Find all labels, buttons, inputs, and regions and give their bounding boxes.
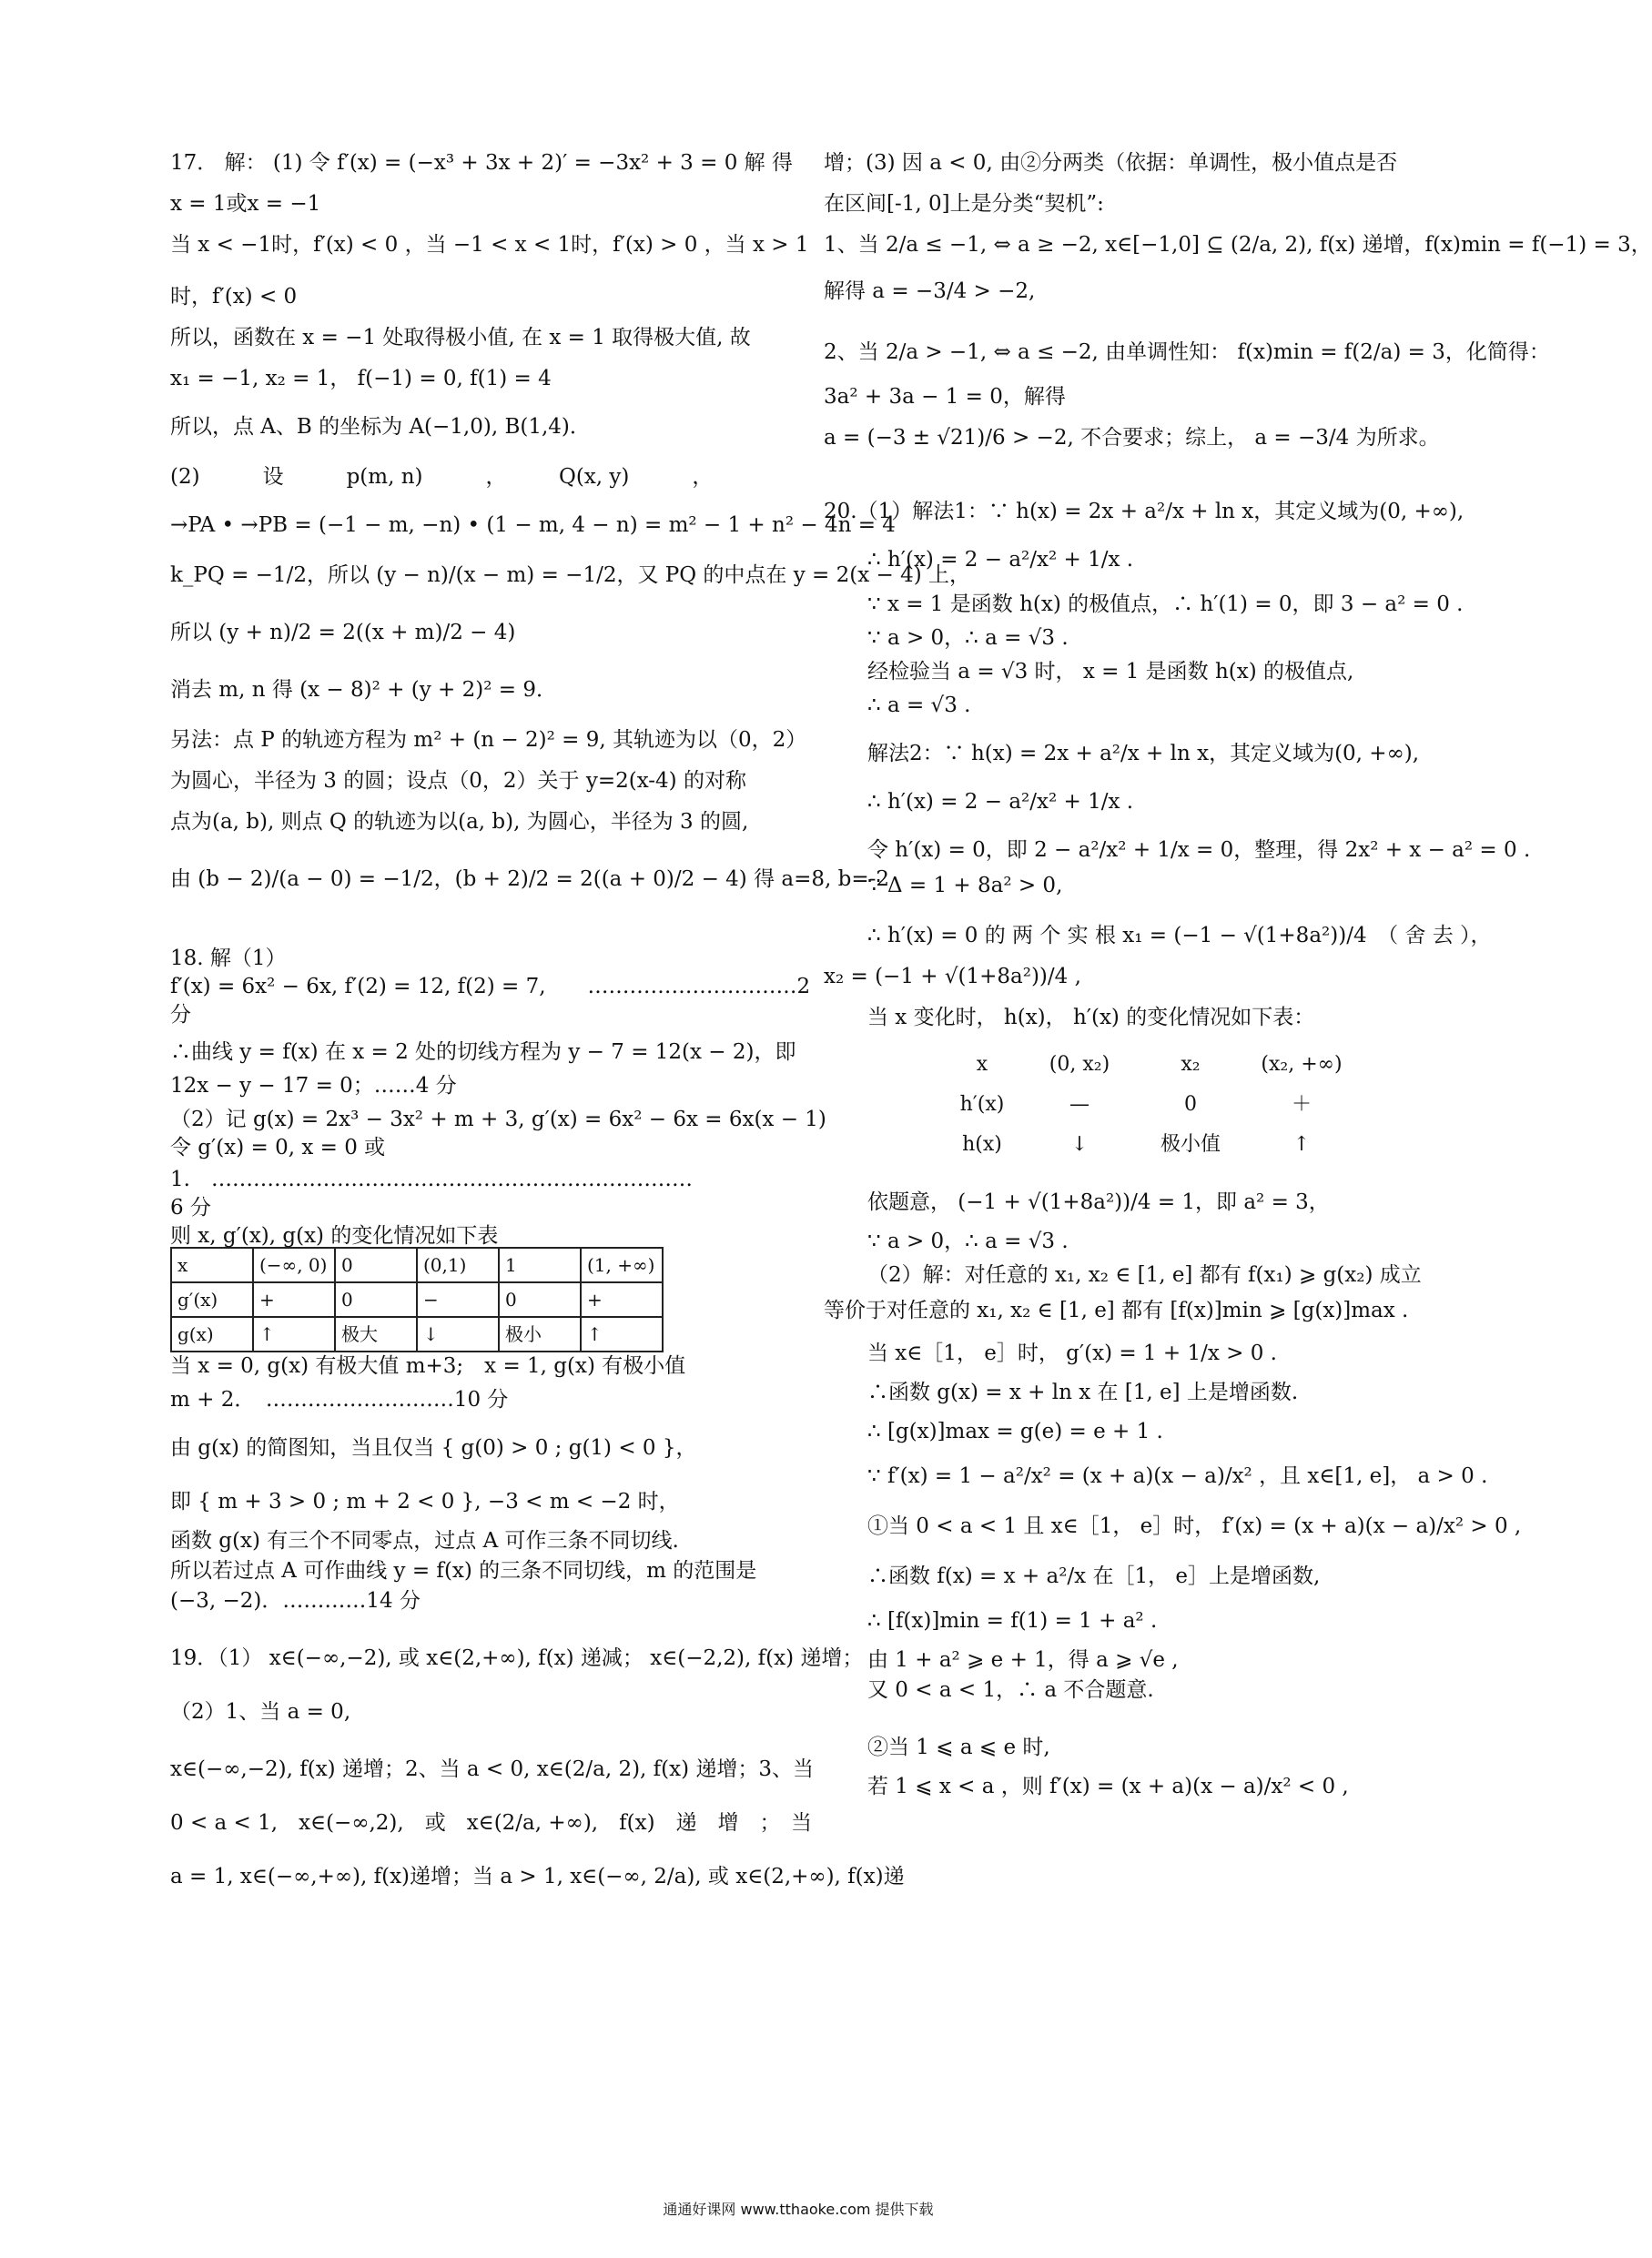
text-line: 当 x = 0, g(x) 有极大值 m+3; x = 1, g(x) 有极小值	[170, 1354, 686, 1378]
table-cell: ↓	[1070, 1133, 1089, 1156]
table-cell: ↑	[1292, 1133, 1311, 1156]
text-line: x₁ = −1, x₂ = 1， f(−1) = 0, f(1) = 4	[170, 367, 552, 390]
table-cell: 0	[335, 1248, 417, 1282]
text-line: 即 { m + 3 > 0 ; m + 2 < 0 }, −3 < m < −2 时，	[170, 1490, 680, 1514]
table-cell: 1	[499, 1248, 581, 1282]
text-line: 当 x∈［1， e］时， g′(x) = 1 + 1/x > 0 .	[867, 1342, 1277, 1365]
text-line: 经检验当 a = √3 时， x = 1 是函数 h(x) 的极值点,	[867, 660, 1354, 683]
table-cell: (x₂, +∞)	[1261, 1053, 1343, 1076]
text-line: 所以，函数在 x = −1 处取得极小值, 在 x = 1 取得极大值, 故	[170, 326, 751, 349]
text-line: 增；(3) 因 a < 0, 由②分两类（依据：单调性，极小值点是否	[824, 151, 1398, 175]
text-line: 消去 m, n 得 (x − 8)² + (y + 2)² = 9．	[170, 678, 557, 702]
text-line: ∴ a = √3 .	[867, 694, 971, 717]
text-line: 所以若过点 A 可作曲线 y = f(x) 的三条不同切线，m 的范围是	[170, 1559, 757, 1583]
text-line: 分	[170, 1003, 191, 1027]
table-cell: x	[171, 1248, 253, 1282]
text-line: ∴ h′(x) = 2 − a²/x² + 1/x .	[867, 790, 1134, 814]
text-line: 所以，点 A、B 的坐标为 A(−1,0), B(1,4)．	[170, 415, 591, 439]
table-row	[171, 1248, 663, 1282]
table-cell: —	[1069, 1093, 1090, 1116]
text-line: （2）解：对任意的 x₁, x₂ ∈ [1, e] 都有 f(x₁) ⩾ g(x₂) 成立	[867, 1263, 1422, 1287]
text-line: 1. ……………………………………………………………	[170, 1168, 693, 1191]
text-line: 6 分	[170, 1196, 211, 1220]
text-line: 19．（1） x∈(−∞,−2), 或 x∈(2,+∞), f(x) 递减； x∈(−2,2), f(x) 递增；	[170, 1646, 864, 1670]
text-line: 又 0 < a < 1，∴ a 不合题意.	[867, 1678, 1154, 1702]
text-line: 1、当 2/a ≤ −1, ⇔ a ≥ −2, x∈[−1,0] ⊆ (2/a, 2), f(x) 递增，f(x)min = f(−1) = 3，	[824, 233, 1652, 257]
text-line: 等价于对任意的 x₁, x₂ ∈ [1, e] 都有 [f(x)]min ⩾ [g(x)]max .	[824, 1299, 1409, 1322]
text-line: 12x − y − 17 = 0；……4 分	[170, 1074, 457, 1098]
text-line: →PA • →PB = (−1 − m, −n) • (1 − m, 4 − n) = m² − 1 + n² − 4n = 4	[170, 513, 896, 537]
text-line: ∴函数 g(x) = x + ln x 在 [1, e] 上是增函数.	[867, 1381, 1299, 1404]
text-line: 在区间[-1, 0]上是分类“契机”:	[824, 192, 1104, 216]
text-line: ∵ a > 0，∴ a = √3 .	[867, 626, 1069, 650]
table-cell: +	[581, 1282, 663, 1317]
table-cell: 极小值	[1160, 1133, 1221, 1156]
text-line: ①当 0 < a < 1 且 x∈［1， e］时， f′(x) = (x + a)(x − a)/x² > 0 ,	[867, 1514, 1522, 1538]
table-cell: 0	[499, 1282, 581, 1317]
text-line: x₂ = (−1 + √(1+8a²))/4 ,	[824, 965, 1081, 988]
table-cell: 0	[1184, 1093, 1197, 1116]
table-cell: h(x)	[962, 1133, 1002, 1156]
variation-table	[170, 1247, 664, 1352]
text-line: 则 x, g′(x), g(x) 的变化情况如下表	[170, 1224, 499, 1248]
text-line: 时，f′(x) < 0	[170, 285, 298, 309]
table-cell: ↓	[417, 1317, 499, 1352]
table-cell: g′(x)	[171, 1282, 253, 1317]
right-column	[824, 146, 1652, 1798]
text-line: 由 (b − 2)/(a − 0) = −1/2，(b + 2)/2 = 2((a + 0)/2 − 4) 得 a=8, b=-2	[170, 867, 890, 891]
text-line: ∴函数 f(x) = x + a²/x 在［1， e］上是增函数,	[867, 1564, 1321, 1588]
table-cell: (0, x₂)	[1049, 1053, 1110, 1076]
text-line: ∴ [f(x)]min = f(1) = 1 + a² .	[867, 1609, 1158, 1633]
text-line: 3a² + 3a − 1 = 0，解得	[824, 385, 1066, 409]
text-line: 令 g′(x) = 0, x = 0 或	[170, 1136, 386, 1159]
table-cell: x	[976, 1053, 988, 1076]
table-cell: −	[417, 1282, 499, 1317]
table-row	[940, 1045, 1357, 1085]
text-line: a = 1, x∈(−∞,+∞), f(x)递增；当 a > 1, x∈(−∞, 2/a), 或 x∈(2,+∞), f(x)递	[170, 1865, 905, 1888]
text-line: ∵ Δ = 1 + 8a² > 0,	[867, 874, 1063, 897]
table-cell: ↑	[581, 1317, 663, 1352]
text-line: a = (−3 ± √21)/6 > −2, 不合要求；综上， a = −3/4 为所求。	[824, 426, 1440, 450]
text-line: 依题意， (−1 + √(1+8a²))/4 = 1，即 a² = 3，	[867, 1190, 1330, 1214]
text-line: （2）1、当 a = 0,	[170, 1700, 351, 1724]
table-cell: (−∞, 0)	[253, 1248, 335, 1282]
text-line: 点为(a, b), 则点 Q 的轨迹为以(a, b), 为圆心，半径为 3 的圆,	[170, 810, 749, 834]
text-line: 2、当 2/a > −1, ⇔ a ≤ −2, 由单调性知： f(x)min = f(2/a) = 3，化简得：	[824, 340, 1550, 364]
text-line: m + 2． ………………………10 分	[170, 1388, 509, 1412]
table-cell: ↑	[253, 1317, 335, 1352]
text-line: ∵ x = 1 是函数 h(x) 的极值点，∴ h′(1) = 0，即 3 − a² = 0 .	[867, 592, 1464, 616]
table-row	[940, 1125, 1357, 1165]
text-line: 由 1 + a² ⩾ e + 1，得 a ⩾ √e ,	[867, 1648, 1179, 1672]
text-line: ∴ h′(x) = 0 的 两 个 实 根 x₁ = (−1 − √(1+8a²))/4 （ 舍 去 ），	[867, 924, 1492, 947]
text-line: 若 1 ⩽ x < a ，则 f′(x) = (x + a)(x − a)/x² < 0 ,	[867, 1775, 1349, 1798]
text-line: 所以 (y + n)/2 = 2((x + m)/2 − 4)	[170, 621, 516, 644]
table-cell: ＋	[1291, 1093, 1312, 1116]
text-line: 函数 g(x) 有三个不同零点，过点 A 可作三条不同切线.	[170, 1529, 679, 1553]
text-line: (2) 设 p(m, n) ， Q(x, y) ，	[170, 465, 714, 489]
table-cell: g(x)	[171, 1317, 253, 1352]
h-variation-table	[940, 1045, 1357, 1165]
table-cell: (1, +∞)	[581, 1248, 663, 1282]
text-line: x∈(−∞,−2), f(x) 递增；2、当 a < 0, x∈(2/a, 2), f(x) 递增；3、当	[170, 1757, 815, 1781]
table-row	[940, 1085, 1357, 1125]
text-line: 令 h′(x) = 0，即 2 − a²/x² + 1/x = 0，整理，得 2x² + x − a² = 0 .	[867, 838, 1531, 862]
text-line: ∴ [g(x)]max = g(e) = e + 1 .	[867, 1420, 1163, 1443]
text-line: f′(x) = 6x² − 6x, f′(2) = 12, f(2) = 7, …………………………2	[170, 975, 811, 998]
text-line: ∴曲线 y = f(x) 在 x = 2 处的切线方程为 y − 7 = 12(x − 2)，即	[170, 1040, 796, 1064]
table-cell: 0	[335, 1282, 417, 1317]
text-line: (−3, −2)．…………14 分	[170, 1589, 421, 1613]
text-line: ∵ a > 0，∴ a = √3 .	[867, 1230, 1069, 1253]
table-cell: h′(x)	[959, 1093, 1005, 1116]
text-line: 17． 解： (1) 令 f′(x) = (−x³ + 3x + 2)′ = −3x² + 3 = 0 解 得	[170, 151, 793, 175]
text-line: 解得 a = −3/4 > −2,	[824, 279, 1036, 303]
table-row	[171, 1317, 663, 1352]
text-line: 当 x 变化时， h(x)， h′(x) 的变化情况如下表：	[867, 1006, 1315, 1029]
page-footer: 通通好课网 www.tthaoke.com 提供下载	[663, 2201, 934, 2218]
text-line: ∴ h′(x) = 2 − a²/x² + 1/x .	[867, 548, 1134, 572]
text-line: 0 < a < 1, x∈(−∞,2), 或 x∈(2/a, +∞), f(x) 递 增 ； 当	[170, 1811, 813, 1835]
text-line: ②当 1 ⩽ a ⩽ e 时,	[867, 1736, 1050, 1759]
table-cell: 极大	[335, 1317, 417, 1352]
text-line: 解法2：∵ h(x) = 2x + a²/x + ln x，其定义域为(0, +∞),	[867, 742, 1420, 765]
text-line: ∵ f′(x) = 1 − a²/x² = (x + a)(x − a)/x² ，且 x∈[1, e]， a > 0 .	[867, 1464, 1488, 1488]
text-line: 为圆心，半径为 3 的圆；设点（0，2）关于 y=2(x-4) 的对称	[170, 769, 746, 793]
text-line: k_PQ = −1/2，所以 (y − n)/(x − m) = −1/2，又 PQ 的中点在 y = 2(x − 4) 上，	[170, 563, 970, 587]
table-row	[171, 1282, 663, 1317]
table-cell: +	[253, 1282, 335, 1317]
text-line: 20.（1）解法1：∵ h(x) = 2x + a²/x + ln x，其定义域为(0, +∞),	[824, 500, 1465, 523]
table-cell: (0,1)	[417, 1248, 499, 1282]
table-cell: 极小	[499, 1317, 581, 1352]
text-line: 由 g(x) 的简图知，当且仅当 { g(0) > 0 ; g(1) < 0 }，	[170, 1436, 697, 1460]
text-line: 当 x < −1时，f′(x) < 0 ，当 −1 < x < 1时，f′(x) > 0 ，当 x > 1	[170, 233, 809, 257]
text-line: x = 1或x = −1	[170, 192, 321, 216]
text-line: （2）记 g(x) = 2x³ − 3x² + m + 3, g′(x) = 6x² − 6x = 6x(x − 1)	[170, 1108, 826, 1131]
text-line: 另法：点 P 的轨迹方程为 m² + (n − 2)² = 9, 其轨迹为以（0，2）	[170, 728, 807, 752]
text-line: 18. 解（1）	[170, 947, 287, 970]
table-cell: x₂	[1181, 1053, 1201, 1076]
